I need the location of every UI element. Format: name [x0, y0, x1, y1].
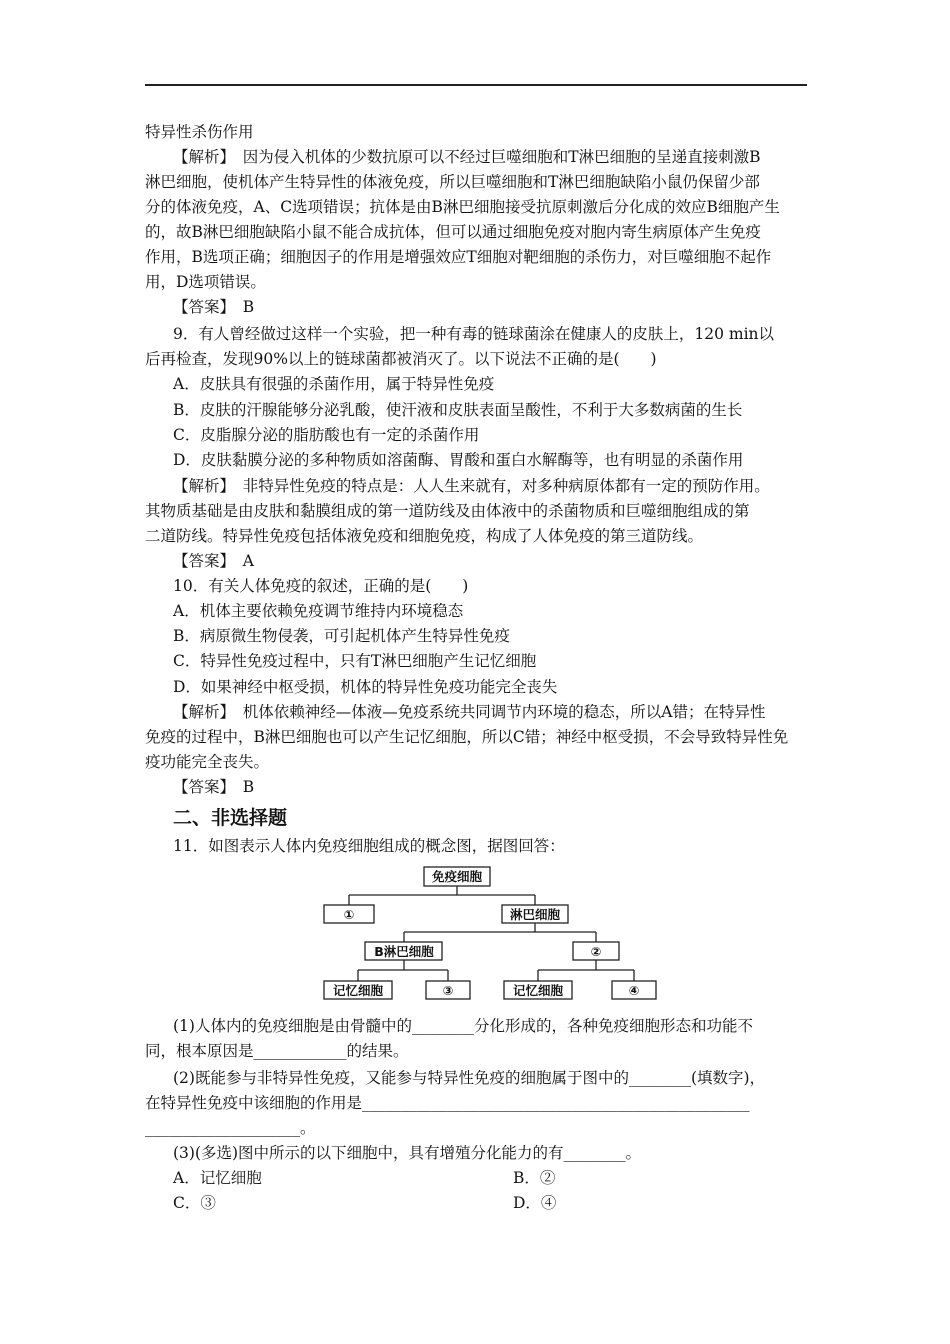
line-15: 【解析】 非特异性免疫的特点是：人人生来就有，对多种病原体都有一定的预防作用。: [173, 477, 770, 495]
q11-line-5: ____________________。: [145, 1119, 316, 1137]
line-18: 【答案】 A: [173, 552, 254, 570]
section-title: 二、非选择题: [173, 807, 288, 829]
node-4-label: ④: [628, 983, 640, 998]
line-23: D．如果神经中枢受损，机体的特异性免疫功能完全丧失: [173, 678, 558, 696]
line-27: 【答案】 B: [173, 778, 255, 796]
line-14: D．皮肤黏膜分泌的多种物质如溶菌酶、胃酸和蛋白水解酶等，也有明显的杀菌作用: [173, 451, 744, 469]
q11-line-2: 同，根本原因是____________的结果。: [145, 1042, 409, 1060]
q11-line-6: (3)(多选)图中所示的以下细胞中，具有增殖分化能力的有________。: [173, 1144, 642, 1162]
q11-intro: 11．如图表示人体内免疫细胞组成的概念图，据图回答：: [173, 837, 565, 855]
line-2: 【解析】 因为侵入机体的少数抗原可以不经过巨噬细胞和T淋巴细胞的呈递直接刺激B: [173, 148, 761, 166]
line-4: 分的体液免疫，A、C选项错误；抗体是由B淋巴细胞接受抗原刺激后分化成的效应B细胞产生: [145, 198, 780, 216]
line-26: 疫功能完全丧失。: [145, 753, 270, 771]
q11-line-4: 在特异性免疫中该细胞的作用是__________________________________________________: [145, 1094, 750, 1112]
node-3-label: ③: [442, 983, 454, 998]
line-25: 免疫的过程中，B淋巴细胞也可以产生记忆细胞，所以C错；神经中枢受损，不会导致特异性免: [145, 728, 789, 746]
line-24: 【解析】 机体依赖神经—体液—免疫系统共同调节内环境的稳态，所以A错；在特异性: [173, 703, 766, 721]
option-a: A．记忆细胞: [173, 1169, 262, 1187]
option-b: B．②: [513, 1169, 556, 1187]
node-lymph-label: 淋巴细胞: [509, 907, 561, 922]
line-17: 二道防线。特异性免疫包括体液免疫和细胞免疫，构成了人体免疫的第三道防线。: [145, 527, 704, 545]
line-3: 淋巴细胞，使机体产生特异性的体液免疫，所以巨噬细胞和T淋巴细胞缺陷小鼠仍保留少部: [145, 173, 760, 191]
diagram-connectors: [349, 886, 634, 981]
node-mem1-label: 记忆细胞: [332, 983, 384, 998]
node-1-label: ①: [343, 907, 355, 922]
q11-line-1: (1)人体内的免疫细胞是由骨髓中的________分化形成的，各种免疫细胞形态和功能不: [173, 1017, 753, 1035]
line-9: 9．有人曾经做过这样一个实验，把一种有毒的链球菌涂在健康人的皮肤上，120 min以: [173, 325, 775, 343]
line-8: 【答案】 B: [173, 298, 255, 316]
option-d: D．④: [513, 1194, 557, 1212]
node-mem2-label: 记忆细胞: [512, 983, 564, 998]
line-21: B．病原微生物侵袭，可引起机体产生特异性免疫: [173, 627, 510, 645]
line-13: C．皮脂腺分泌的脂肪酸也有一定的杀菌作用: [173, 426, 480, 444]
line-5: 的，故B淋巴细胞缺陷小鼠不能合成抗体，但可以通过细胞免疫对胞内寄生病原体产生免疫: [145, 223, 761, 241]
line-19: 10．有关人体免疫的叙述，正确的是( ): [173, 577, 469, 595]
header-rule: [145, 84, 807, 86]
node-b-label: B淋巴细胞: [374, 944, 434, 959]
line-7: 用，D选项错误。: [145, 273, 266, 291]
node-2-label: ②: [590, 944, 602, 959]
line-20: A．机体主要依赖免疫调节维持内环境稳态: [173, 602, 464, 620]
node-root-label: 免疫细胞: [431, 869, 483, 884]
line-12: B．皮肤的汗腺能够分泌乳酸，使汗液和皮肤表面呈酸性，不利于大多数病菌的生长: [173, 401, 743, 419]
line-6: 作用，B选项正确；细胞因子的作用是增强效应T细胞对靶细胞的杀伤力，对巨噬细胞不起作: [145, 248, 772, 266]
line-10: 后再检查，发现90%以上的链球菌都被消灭了。以下说法不正确的是( ): [145, 350, 657, 368]
line-1: 特异性杀伤作用: [145, 123, 254, 141]
q11-line-3: (2)既能参与非特异性免疫，又能参与特异性免疫的细胞属于图中的________(填数字)，: [173, 1069, 766, 1087]
line-11: A．皮肤具有很强的杀菌作用，属于特异性免疫: [173, 375, 495, 393]
option-c: C．③: [173, 1194, 216, 1212]
line-16: 其物质基础是由皮肤和黏膜组成的第一道防线及由体液中的杀菌物质和巨噬细胞组成的第: [145, 502, 750, 520]
concept-diagram: [318, 862, 658, 1006]
line-22: C．特异性免疫过程中，只有T淋巴细胞产生记忆细胞: [173, 652, 537, 670]
